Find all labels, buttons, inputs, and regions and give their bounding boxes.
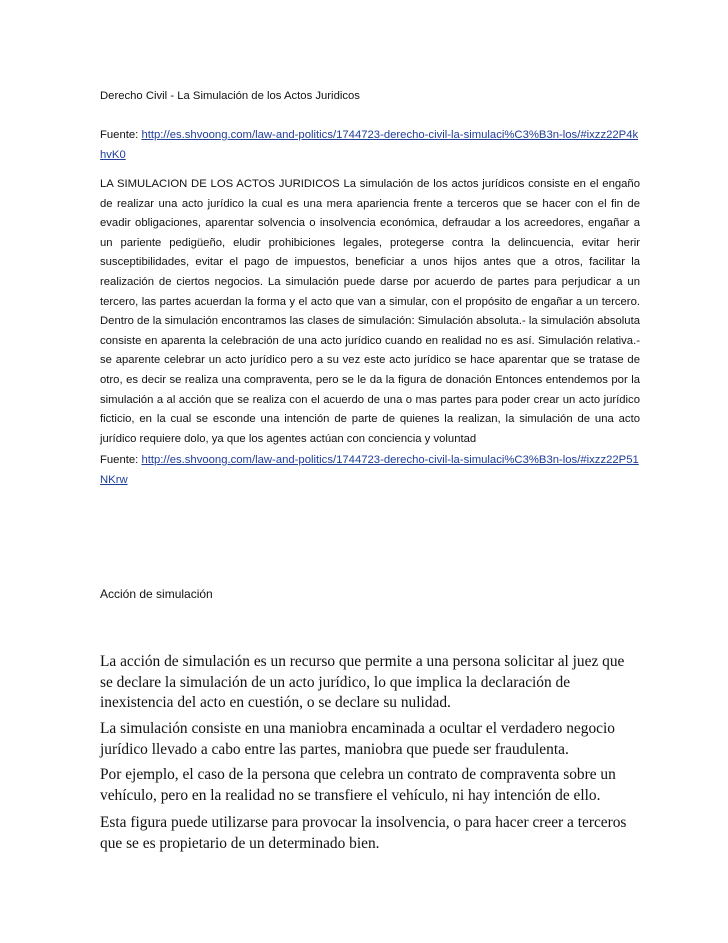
source-link-2[interactable]: http://es.shvoong.com/law-and-politics/1744723-derecho-civil-la-simulaci%C3%B3n-los/#ixzz22P51NKrw: [100, 454, 639, 486]
paragraph-2: La simulación consiste en una maniobra encaminada a ocultar el verdadero negocio jurídico llevado a cabo entre las partes, maniobra que puede ser fraudulenta.: [100, 720, 615, 758]
paragraph-4: Esta figura puede utilizarse para provocar la insolvencia, o para hacer creer a terceros que se es propietario de un determinado bien.: [100, 814, 627, 852]
document-title: Derecho Civil - La Simulación de los Actos Juridicos: [100, 90, 360, 102]
source-line-1: [100, 126, 640, 165]
source-link-1[interactable]: http://es.shvoong.com/law-and-politics/1744723-derecho-civil-la-simulaci%C3%B3n-los/#ixzz22P4khvK0: [100, 129, 639, 161]
section-heading: Acción de simulación: [100, 587, 213, 601]
paragraph-3: Por ejemplo, el caso de la persona que celebra un contrato de compraventa sobre un vehículo, pero en la realidad no se transfiere el vehículo, ni hay intención de ello.: [100, 766, 616, 804]
main-paragraph: LA SIMULACION DE LOS ACTOS JURIDICOS La simulación de los actos jurídicos consiste en el engaño de realizar una acto jurídico la cual es una mera apariencia frente a terceros que se hacer con el fin de evadir obligaciones, aparentar solvencia o insolvencia económica, defraudar a los acreedores, engañar a un pariente pedigüeño, eludir prohibiciones legales, protegerse contra la delincuencia, evitar herir susceptibilidades, evitar el pago de impuestos, beneficiar a unos hijos antes que a otros, facilitar la realización de ciertos negocios. La simulación puede darse por acuerdo de partes para perjudicar a un tercero, las partes acuerdan la forma y el acto que van a simular, con el propósito de engañar a un tercero. Dentro de la simulación encontramos las clases de simulación: Simulación absoluta.- la simulación absoluta consiste en aparenta la celebración de una acto jurídico cuando en realidad no es así. Simulación relativa.- se aparente celebrar un acto jurídico pero a su vez este acto jurídico se hace aparentar que se tratase de otro, es decir se realiza una compraventa, pero se le da la figura de donación Entonces entendemos por la simulación a al acción que se realiza con el acuerdo de una o mas partes para poder crear un acto jurídico ficticio, en la cual se esconde una intención de parte de quienes la realizan, la simulación de una acto jurídico requiere dolo, ya que los agentes actúan con conciencia y voluntad: [100, 178, 641, 445]
source-label: Fuente:: [100, 129, 142, 141]
source-line-2: [100, 451, 640, 490]
source-label: Fuente:: [100, 454, 142, 466]
paragraph-1: La acción de simulación es un recurso que permite a una persona solicitar al juez que se declare la simulación de un acto jurídico, lo que implica la declaración de inexistencia del acto en cuestión, o se declare su nulidad.: [100, 653, 625, 712]
